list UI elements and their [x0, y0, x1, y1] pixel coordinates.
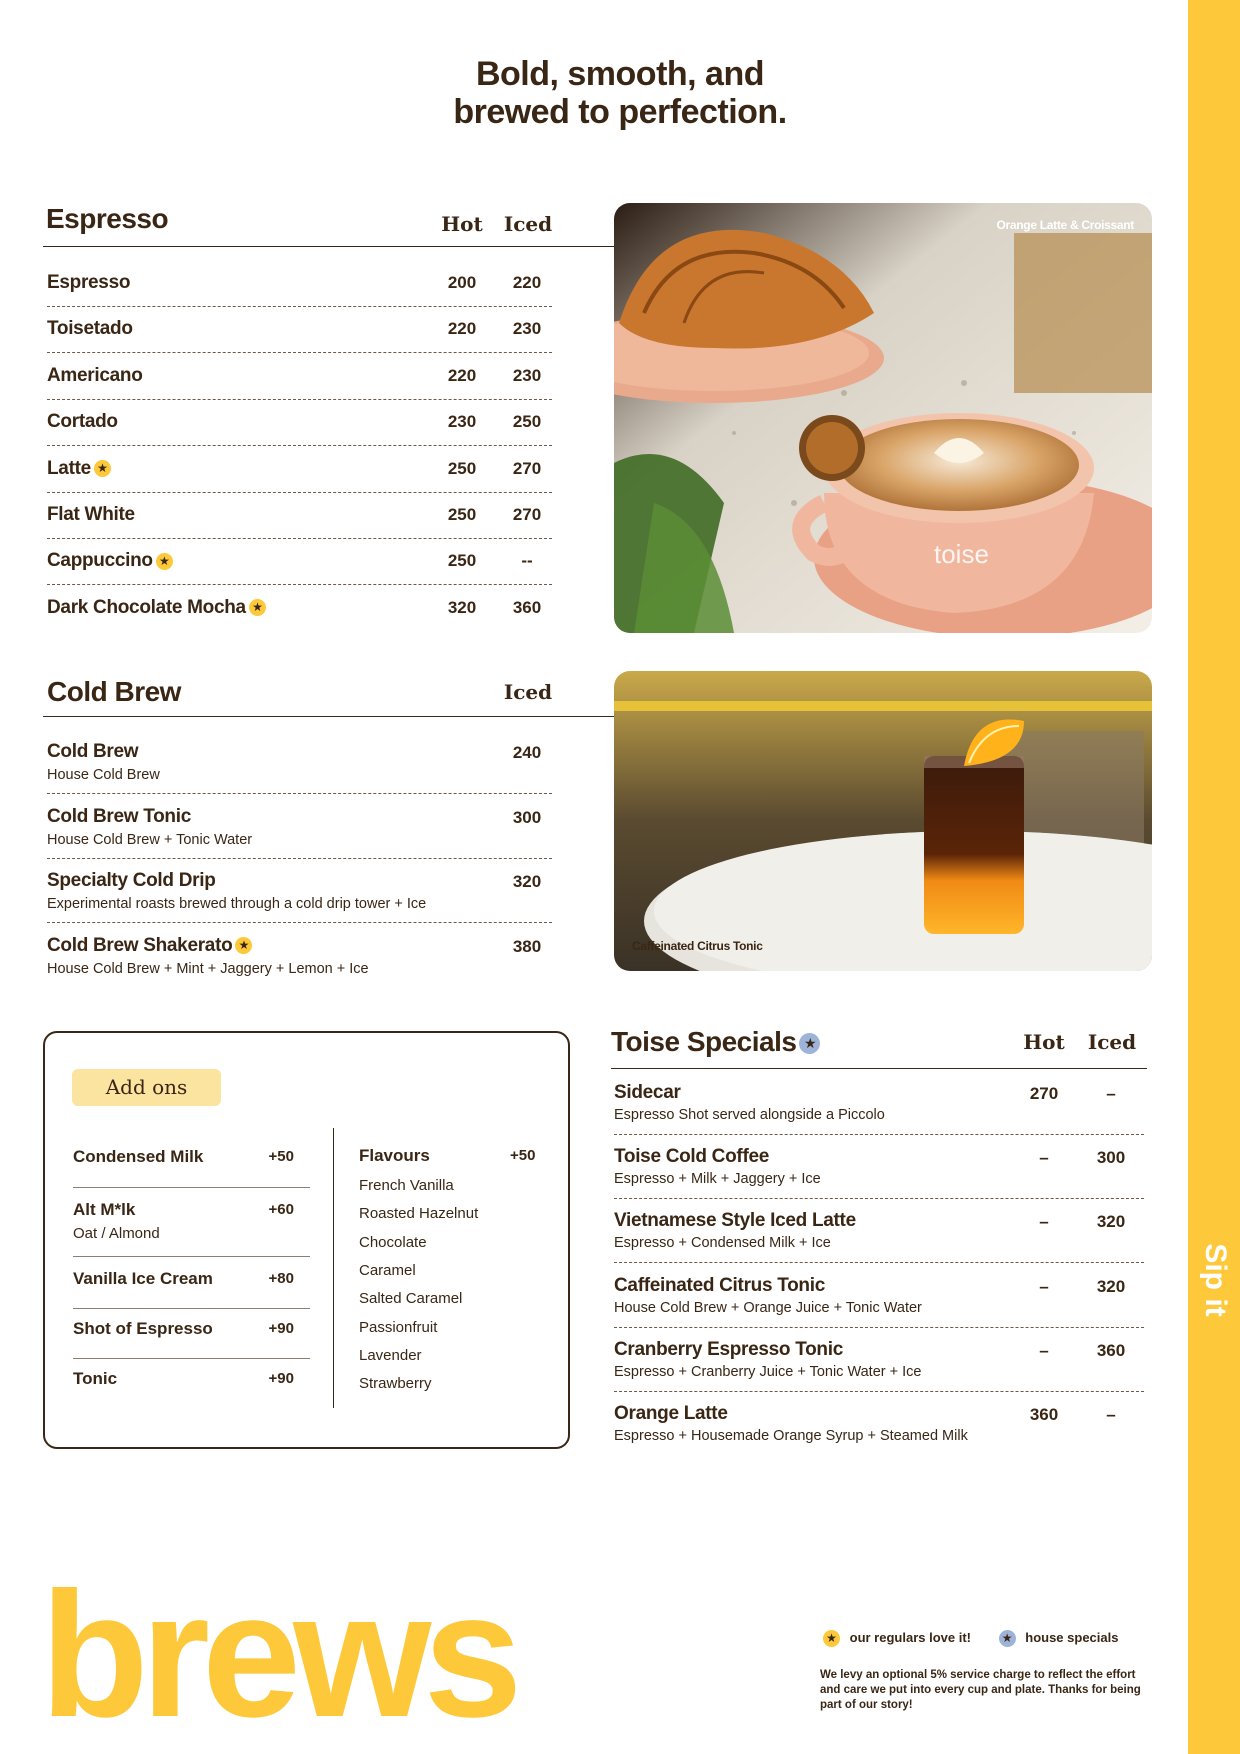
addon-row — [73, 1198, 310, 1257]
price-iced: 300 — [512, 807, 542, 827]
espresso-row — [47, 593, 552, 631]
addon-price: +50 — [268, 1148, 294, 1165]
side-tagline: Sip it — [1199, 1243, 1232, 1317]
price-iced: 240 — [512, 743, 542, 762]
headline-line-1: Bold, smooth, and — [475, 55, 765, 93]
legend — [820, 1630, 1150, 1647]
price-hot: – — [1039, 1148, 1049, 1168]
legend-regulars: our regulars love it! — [849, 1630, 971, 1645]
item-name: Orange Latte — [614, 1403, 728, 1424]
legend-specials: house specials — [1025, 1630, 1119, 1645]
citrus-tonic-illustration — [614, 671, 1152, 971]
price-iced: 230 — [512, 365, 542, 385]
item-name-text: Toisetado — [47, 318, 133, 340]
house-specials-star-icon: ★ — [999, 1630, 1016, 1647]
price-hot: – — [1039, 1276, 1049, 1296]
item-name-text: Cold Brew Tonic — [47, 805, 191, 827]
addon-price: +90 — [268, 1370, 294, 1387]
item-description: Experimental roasts brewed through a cold drip tower + Ice — [47, 896, 427, 912]
price-hot: 320 — [447, 597, 477, 617]
price-iced: 270 — [512, 458, 542, 478]
addon-description: Oat / Almond — [73, 1225, 160, 1242]
flavour-item: Salted Caramel — [359, 1290, 463, 1308]
price-iced: 250 — [512, 412, 542, 432]
orange-latte-illustration — [614, 203, 1152, 633]
addon-name: Alt M*lk — [73, 1200, 136, 1219]
price-hot: 230 — [447, 412, 477, 432]
item-name — [47, 870, 216, 892]
cold-brew-row — [47, 934, 552, 987]
item-name: Vietnamese Style Iced Latte — [614, 1210, 856, 1232]
item-name-text: Dark Chocolate Mocha — [47, 596, 246, 618]
price-iced: 360 — [1096, 1340, 1126, 1360]
special-row — [614, 1210, 1144, 1263]
addon-name: Shot of Espresso — [73, 1319, 213, 1338]
flavour-item: French Vanilla — [359, 1177, 454, 1194]
espresso-header-rule — [43, 246, 615, 247]
flavour-item: Caramel — [359, 1261, 416, 1279]
item-name: Cranberry Espresso Tonic — [614, 1338, 843, 1360]
cold-brew-row — [47, 740, 552, 794]
item-name: Caffeinated Citrus Tonic — [614, 1274, 825, 1296]
cold-brew-section-title: Cold Brew — [47, 676, 181, 707]
addon-name: Vanilla Ice Cream — [73, 1269, 213, 1288]
item-name-text: Specialty Cold Drip — [47, 870, 216, 891]
item-name-text: Americano — [47, 364, 143, 386]
item-description: Espresso + Housemade Orange Syrup + Steamed Milk — [614, 1428, 968, 1444]
price-iced: – — [1106, 1405, 1116, 1424]
addon-name: Condensed Milk — [73, 1147, 204, 1166]
price-iced: 320 — [1096, 1212, 1126, 1232]
price-hot: 250 — [447, 458, 477, 478]
brand-word: brews — [40, 1555, 515, 1754]
special-row — [614, 1146, 1144, 1199]
specials-hot-header: Hot — [1023, 1030, 1065, 1054]
photo-1-caption: Orange Latte & Croissant — [996, 218, 1134, 232]
item-name — [47, 935, 252, 957]
espresso-row — [47, 407, 552, 446]
price-iced: -- — [521, 551, 533, 571]
addon-price: +90 — [268, 1320, 294, 1337]
headline-line-2: brewed to perfection. — [453, 93, 787, 131]
espresso-row — [47, 500, 552, 539]
regulars-star-icon: ★ — [156, 553, 173, 570]
price-iced: 220 — [512, 273, 542, 292]
item-name-text: Latte — [47, 457, 91, 479]
item-name — [47, 365, 143, 387]
price-iced: 300 — [1096, 1148, 1126, 1168]
price-hot: 250 — [447, 551, 477, 571]
item-description: House Cold Brew + Orange Juice + Tonic Water — [614, 1299, 922, 1316]
price-hot: 250 — [447, 505, 477, 524]
espresso-row — [47, 361, 552, 400]
espresso-section-title: Espresso — [46, 203, 169, 234]
flavour-item: Passionfruit — [359, 1318, 438, 1336]
price-iced: – — [1106, 1084, 1116, 1103]
item-name-text: Cortado — [47, 411, 118, 433]
item-name-text: Espresso — [47, 272, 131, 293]
flavours-price: +50 — [510, 1147, 536, 1164]
espresso-row — [47, 314, 552, 353]
addon-row — [73, 1317, 310, 1359]
flavour-item: Lavender — [359, 1346, 422, 1364]
special-row — [614, 1082, 1144, 1135]
specials-title-text: Toise Specials — [611, 1026, 797, 1057]
cold-brew-row — [47, 805, 552, 859]
item-name-text: Flat White — [47, 504, 135, 525]
item-name: Toise Cold Coffee — [614, 1146, 769, 1168]
cup-logo-text: toise — [934, 539, 989, 569]
addons-divider — [333, 1128, 334, 1408]
house-special-star-icon: ★ — [799, 1033, 820, 1054]
addon-row — [73, 1145, 310, 1188]
price-iced: 270 — [512, 505, 542, 524]
item-description: House Cold Brew — [47, 767, 160, 783]
regulars-star-icon: ★ — [94, 460, 111, 477]
price-iced: 320 — [1096, 1276, 1126, 1296]
price-hot: – — [1039, 1212, 1049, 1232]
price-hot: 270 — [1029, 1084, 1059, 1103]
addon-price: +60 — [268, 1201, 294, 1218]
flavour-item: Roasted Hazelnut — [359, 1205, 479, 1223]
item-name — [47, 597, 266, 619]
espresso-iced-header: Iced — [503, 212, 553, 236]
price-iced: 360 — [512, 597, 542, 617]
regulars-star-icon: ★ — [235, 937, 252, 954]
regulars-star-icon: ★ — [823, 1630, 840, 1647]
item-name-text: Cold Brew — [47, 741, 139, 762]
item-name — [47, 504, 135, 526]
addon-name: Tonic — [73, 1369, 118, 1388]
espresso-row — [47, 454, 552, 493]
price-hot: 220 — [447, 319, 477, 339]
item-name: Sidecar — [614, 1082, 681, 1103]
page-headline — [0, 55, 1240, 131]
item-name — [47, 550, 173, 572]
flavour-item: Strawberry — [359, 1375, 432, 1393]
price-iced: 230 — [512, 319, 542, 339]
side-strip — [1188, 0, 1240, 1754]
regulars-star-icon: ★ — [249, 599, 266, 616]
espresso-hot-header: Hot — [441, 212, 483, 236]
item-name-text: Cappuccino — [47, 550, 153, 572]
price-iced: 320 — [512, 872, 542, 891]
item-name — [47, 411, 118, 433]
photo-2-caption: Caffeinated Citrus Tonic — [632, 939, 763, 953]
cold-brew-iced-header: Iced — [503, 680, 553, 704]
addon-row — [73, 1367, 310, 1405]
espresso-row — [47, 546, 552, 585]
price-hot: 220 — [447, 365, 477, 385]
price-hot: 200 — [447, 273, 477, 292]
item-name-text: Cold Brew Shakerato — [47, 934, 233, 956]
flavours-title: Flavours — [359, 1146, 430, 1165]
cold-brew-header-rule — [43, 716, 615, 717]
item-name — [47, 806, 191, 828]
addons-label: Add ons — [72, 1069, 221, 1106]
special-row — [614, 1339, 1144, 1392]
addon-price: +80 — [268, 1270, 294, 1287]
specials-iced-header: Iced — [1087, 1030, 1137, 1054]
item-description: Espresso + Cranberry Juice + Tonic Water + Ice — [614, 1363, 922, 1380]
espresso-row — [47, 268, 552, 307]
photo-orange-latte — [614, 203, 1152, 633]
addon-row — [73, 1267, 310, 1309]
specials-section-title — [611, 1026, 820, 1058]
item-description: Espresso + Milk + Jaggery + Ice — [614, 1171, 821, 1188]
item-description: House Cold Brew + Mint + Jaggery + Lemon + Ice — [47, 960, 369, 977]
flavour-item: Chocolate — [359, 1233, 427, 1251]
item-description: Espresso + Condensed Milk + Ice — [614, 1235, 831, 1252]
item-description: Espresso Shot served alongside a Piccolo — [614, 1107, 885, 1123]
special-row — [614, 1403, 1144, 1455]
specials-header-rule — [611, 1068, 1147, 1069]
price-iced: 380 — [512, 936, 542, 956]
price-hot: – — [1039, 1340, 1049, 1360]
item-name — [47, 741, 138, 763]
special-row — [614, 1275, 1144, 1328]
price-hot: 360 — [1029, 1405, 1059, 1424]
service-charge-note: We levy an optional 5% service charge to reflect the effort and care we put into every cup and plate. Thanks for being part of our story! — [820, 1669, 1141, 1711]
item-name — [47, 318, 133, 340]
item-description: House Cold Brew + Tonic Water — [47, 831, 253, 848]
photo-citrus-tonic — [614, 671, 1152, 971]
item-name — [47, 458, 111, 480]
cold-brew-row — [47, 869, 552, 923]
item-name — [47, 272, 130, 294]
